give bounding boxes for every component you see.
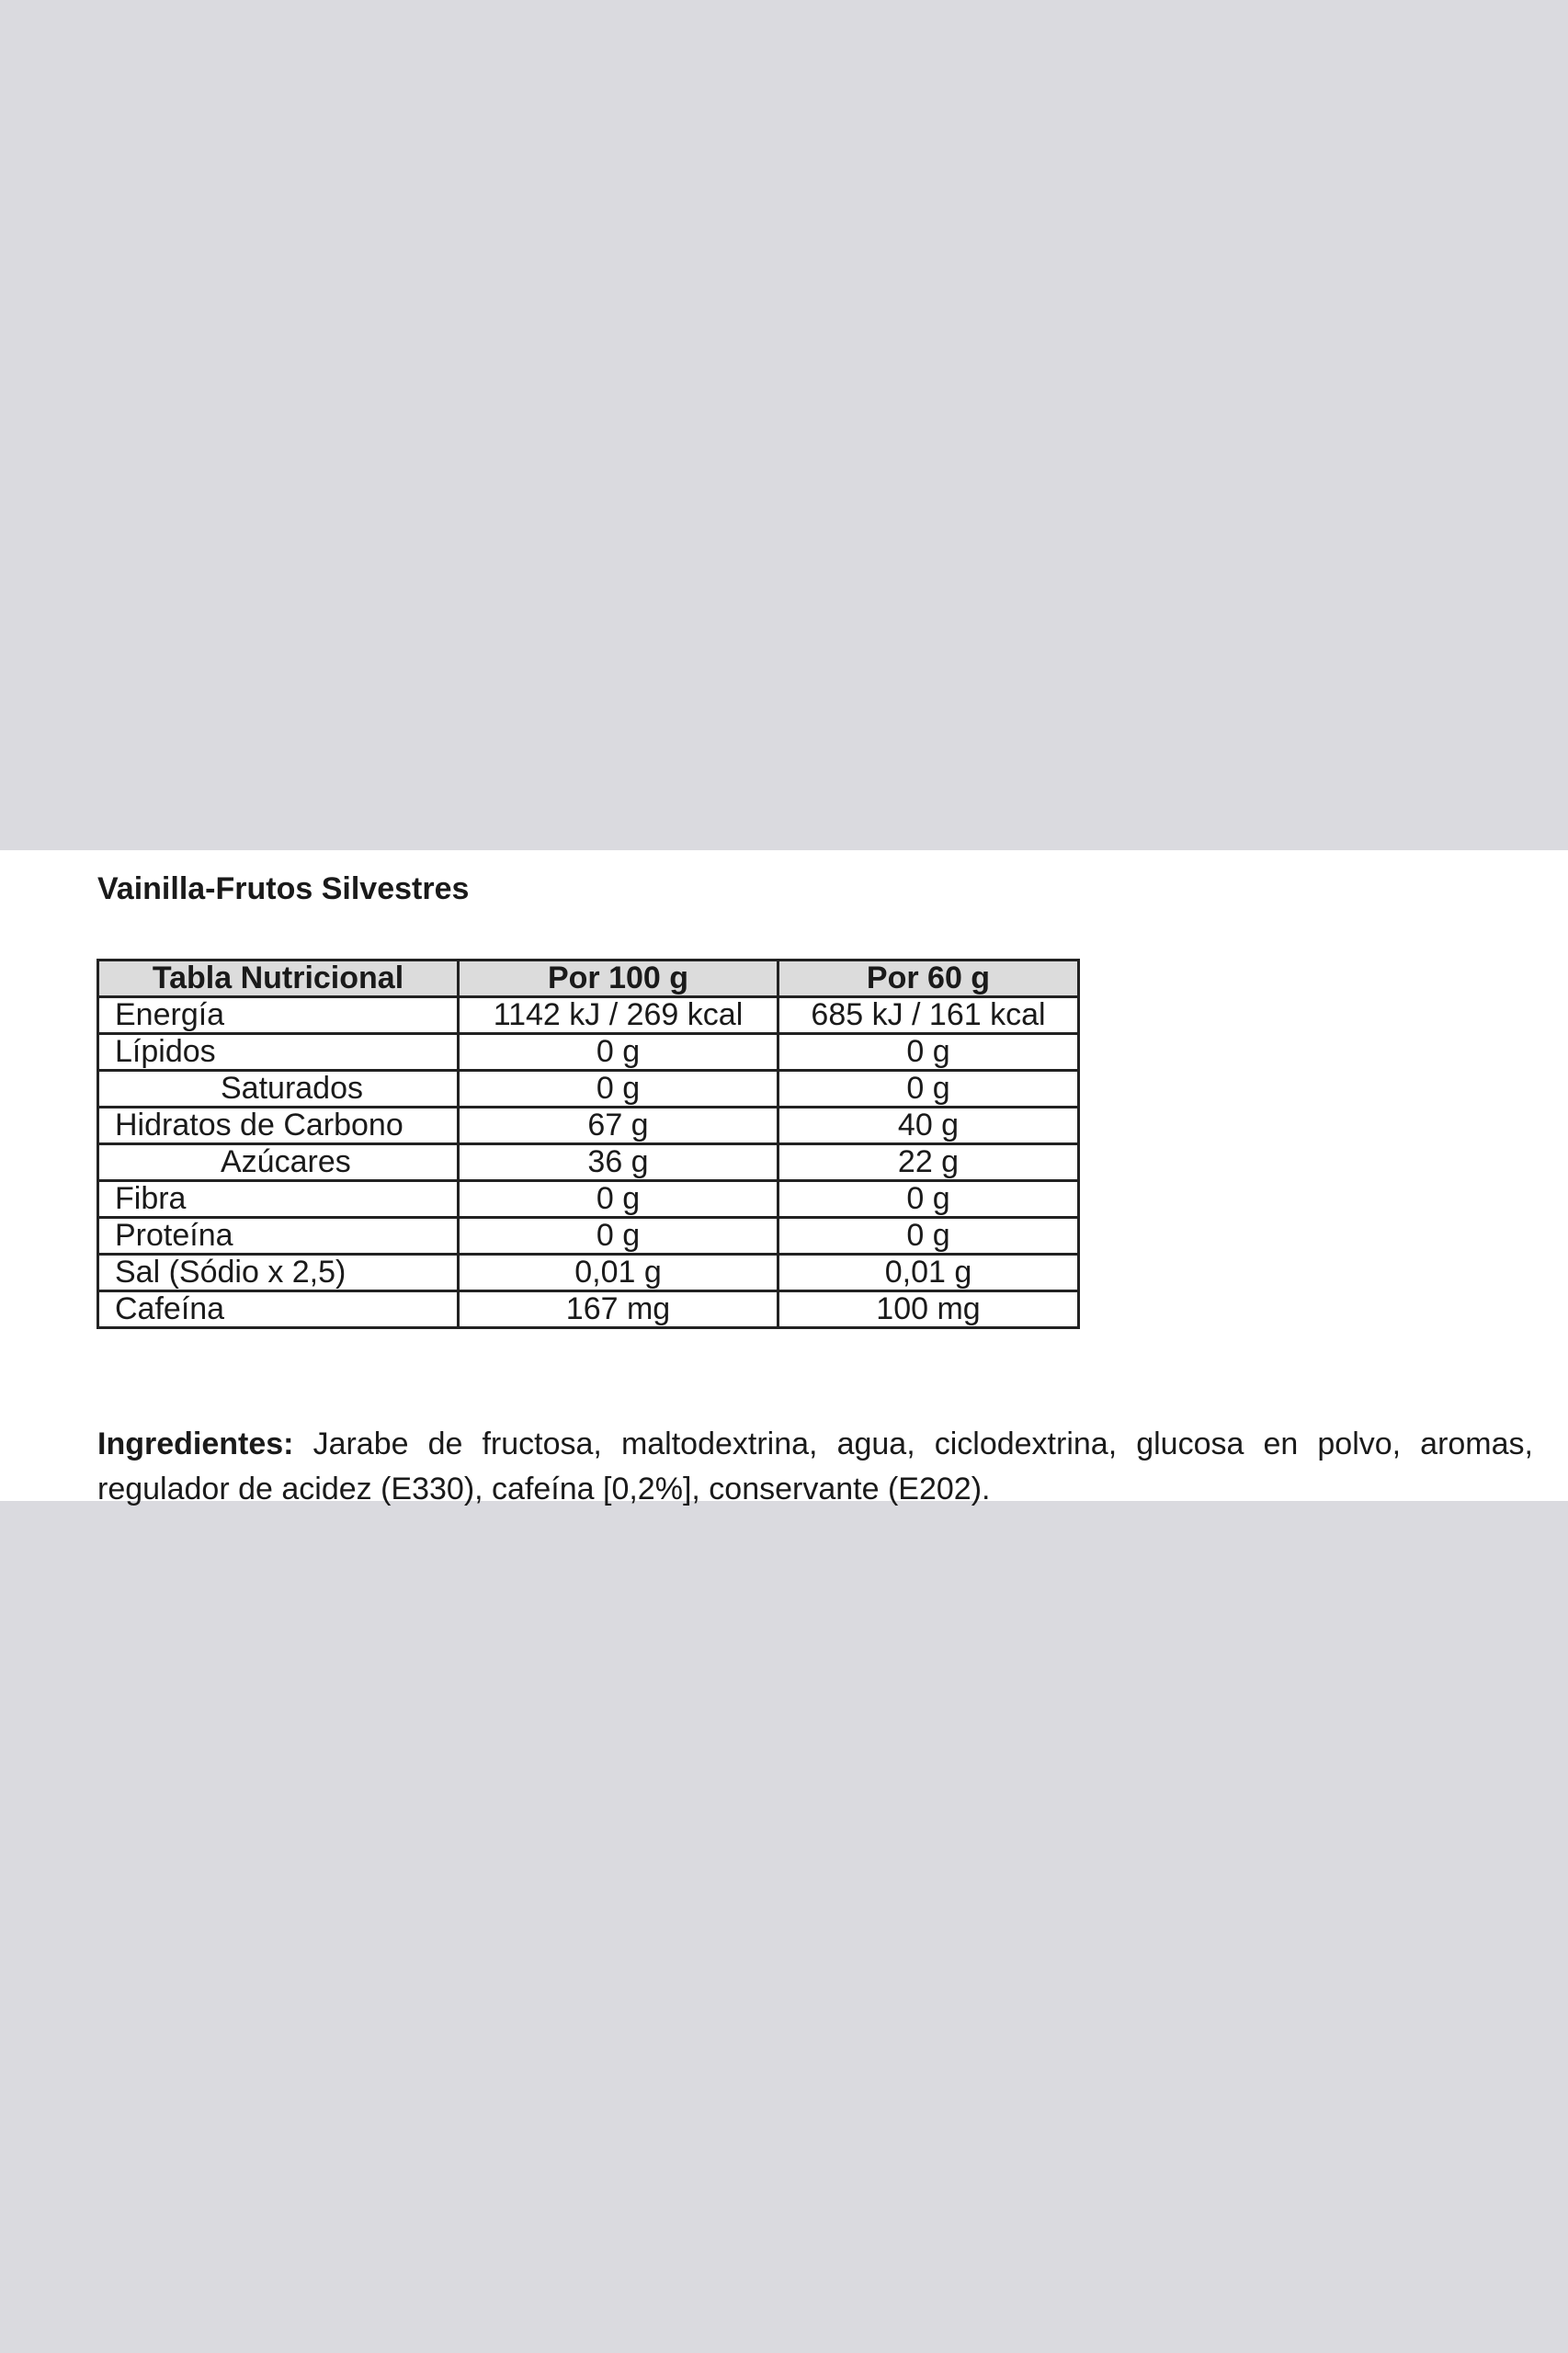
table-row <box>98 1218 1079 1255</box>
table-row <box>98 1144 1079 1181</box>
header-per-100g: Por 100 g <box>459 961 778 997</box>
header-nutrient: Tabla Nutricional <box>98 961 459 997</box>
table-row <box>98 1071 1079 1108</box>
value-per-100g: 67 g <box>459 1108 778 1144</box>
value-per-100g: 0 g <box>459 1218 778 1255</box>
value-per-60g: 0 g <box>778 1034 1079 1071</box>
value-per-60g: 40 g <box>778 1108 1079 1144</box>
value-per-100g: 0 g <box>459 1181 778 1218</box>
nutrient-label: Energía <box>98 997 459 1034</box>
ingredients-text: Jarabe de fructosa, maltodextrina, agua, ciclodextrina, glucosa en polvo, aromas, regulador de acidez (E330), cafeína [0,2%], conservante (E202). <box>97 1427 1533 1506</box>
nutrient-label: Fibra <box>98 1181 459 1218</box>
value-per-100g: 0,01 g <box>459 1255 778 1291</box>
header-per-60g: Por 60 g <box>778 961 1079 997</box>
value-per-60g: 0 g <box>778 1218 1079 1255</box>
table-row <box>98 1291 1079 1328</box>
ingredients-paragraph <box>97 1422 1533 1512</box>
value-per-100g: 36 g <box>459 1144 778 1181</box>
table-row <box>98 1034 1079 1071</box>
table-row <box>98 997 1079 1034</box>
nutrition-table <box>97 959 1080 1329</box>
value-per-60g: 0 g <box>778 1181 1079 1218</box>
ingredients-label: Ingredientes: <box>97 1427 294 1461</box>
value-per-60g: 22 g <box>778 1144 1079 1181</box>
nutrient-label: Sal (Sódio x 2,5) <box>98 1255 459 1291</box>
nutrient-label: Hidratos de Carbono <box>98 1108 459 1144</box>
value-per-100g: 1142 kJ / 269 kcal <box>459 997 778 1034</box>
nutrient-label: Proteína <box>98 1218 459 1255</box>
value-per-60g: 0 g <box>778 1071 1079 1108</box>
nutrient-label: Saturados <box>98 1071 459 1108</box>
product-title: Vainilla-Frutos Silvestres <box>97 871 470 906</box>
table-row <box>98 1108 1079 1144</box>
nutrient-label: Lípidos <box>98 1034 459 1071</box>
table-row <box>98 1255 1079 1291</box>
nutrition-panel <box>0 850 1568 1506</box>
table-row <box>98 1181 1079 1218</box>
value-per-100g: 0 g <box>459 1071 778 1108</box>
value-per-60g: 685 kJ / 161 kcal <box>778 997 1079 1034</box>
value-per-100g: 0 g <box>459 1034 778 1071</box>
table-header-row <box>98 961 1079 997</box>
value-per-60g: 0,01 g <box>778 1255 1079 1291</box>
value-per-60g: 100 mg <box>778 1291 1079 1328</box>
nutrient-label: Cafeína <box>98 1291 459 1328</box>
value-per-100g: 167 mg <box>459 1291 778 1328</box>
nutrient-label: Azúcares <box>98 1144 459 1181</box>
